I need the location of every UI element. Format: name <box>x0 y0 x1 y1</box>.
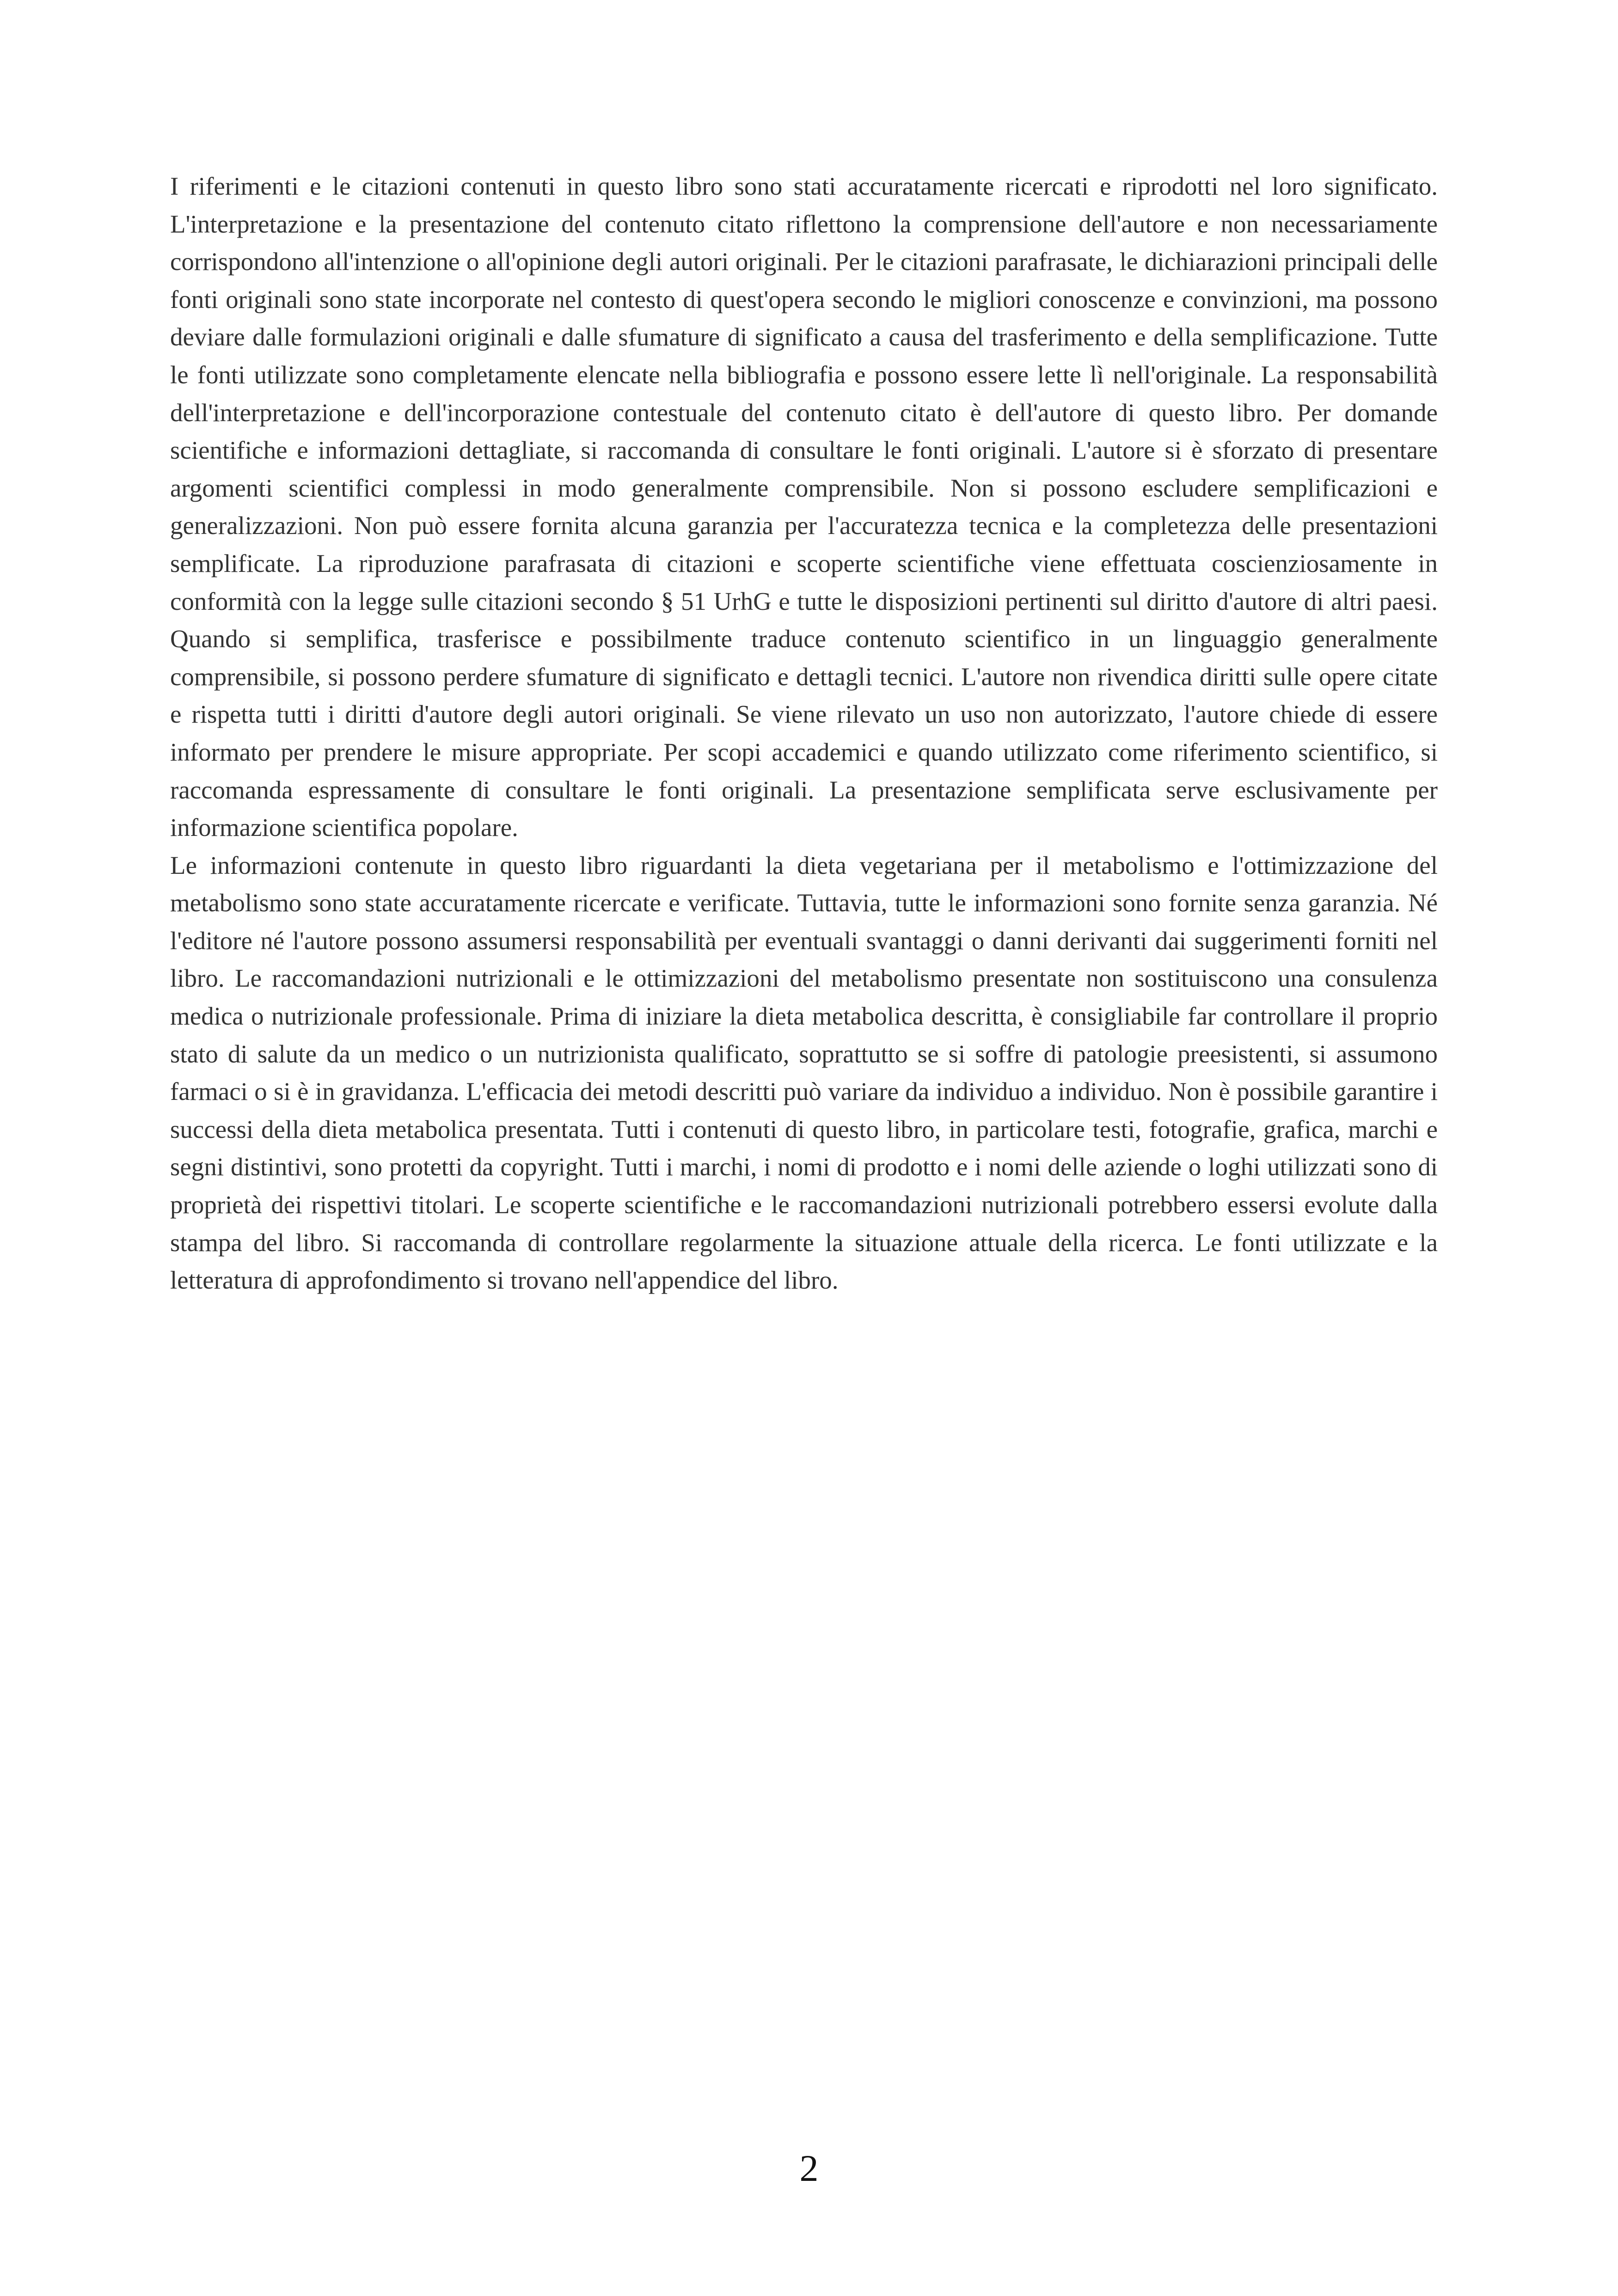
page-number: 2 <box>799 2147 819 2189</box>
paragraph-liability-disclaimer: Le informazioni contenute in questo libro riguardanti la dieta vegetariana per il metabolismo e l'ottimizzazione del metabolismo sono state accuratamente ricercate e verificate. Tuttavia, tutte le informazioni sono fornite senza garanzia. Né l'editore né l'autore possono assumersi responsabilità per eventuali svantaggi o danni derivanti dai suggerimenti forniti nel libro. Le raccomandazioni nutrizionali e le ottimizzazioni del metabolismo presentate non sostituiscono una consulenza medica o nutrizionale professionale. Prima di iniziare la dieta metabolica descritta, è consigliabile far controllare il proprio stato di salute da un medico o un nutrizionista qualificato, soprattutto se si soffre di patologie preesistenti, si assumono farmaci o si è in gravidanza. L'efficacia dei metodi descritti può variare da individuo a individuo. Non è possibile garantire i successi della dieta metabolica presentata. Tutti i contenuti di questo libro, in particolare testi, fotografie, grafica, marchi e segni distintivi, sono protetti da copyright. Tutti i marchi, i nomi di prodotto e i nomi delle aziende o loghi utilizzati sono di proprietà dei rispettivi titolari. Le scoperte scientifiche e le raccomandazioni nutrizionali potrebbero essersi evolute dalla stampa del libro. Si raccomanda di controllare regolarmente la situazione attuale della ricerca. Le fonti utilizzate e la letteratura di approfondimento si trovano nell'appendice del libro. <box>170 851 1438 1295</box>
paragraph-references-disclaimer: I riferimenti e le citazioni contenuti in questo libro sono stati accuratamente ricercati e riprodotti nel loro significato. L'interpretazione e la presentazione del contenuto citato riflettono la comprensione dell'autore e non necessariamente corrispondono all'intenzione o all'opinione degli autori originali. Per le citazioni parafrasate, le dichiarazioni principali delle fonti originali sono state incorporate nel contesto di quest'opera secondo le migliori conoscenze e convinzioni, ma possono deviare dalle formulazioni originali e dalle sfumature di significato a causa del trasferimento e della semplificazione. Tutte le fonti utilizzate sono completamente elencate nella bibliografia e possono essere lette lì nell'originale. La responsabilità dell'interpretazione e dell'incorporazione contestuale del contenuto citato è dell'autore di questo libro. Per domande scientifiche e informazioni dettagliate, si raccomanda di consultare le fonti originali. L'autore si è sforzato di presentare argomenti scientifici complessi in modo generalmente comprensibile. Non si possono escludere semplificazioni e generalizzazioni. Non può essere fornita alcuna garanzia per l'accuratezza tecnica e la completezza delle presentazioni semplificate. La riproduzione parafrasata di citazioni e scoperte scientifiche viene effettuata coscienziosamente in conformità con la legge sulle citazioni secondo § 51 UrhG e tutte le disposizioni pertinenti sul diritto d'autore di altri paesi. Quando si semplifica, trasferisce e possibilmente traduce contenuto scientifico in un linguaggio generalmente comprensibile, si possono perdere sfumature di significato e dettagli tecnici. L'autore non rivendica diritti sulle opere citate e rispetta tutti i diritti d'autore degli autori originali. Se viene rilevato un uso non autorizzato, l'autore chiede di essere informato per prendere le misure appropriate. Per scopi accademici e quando utilizzato come riferimento scientifico, si raccomanda espressamente di consultare le fonti originali. La presentazione semplificata serve esclusivamente per informazione scientifica popolare. <box>170 172 1438 842</box>
body-text <box>170 167 1438 1299</box>
